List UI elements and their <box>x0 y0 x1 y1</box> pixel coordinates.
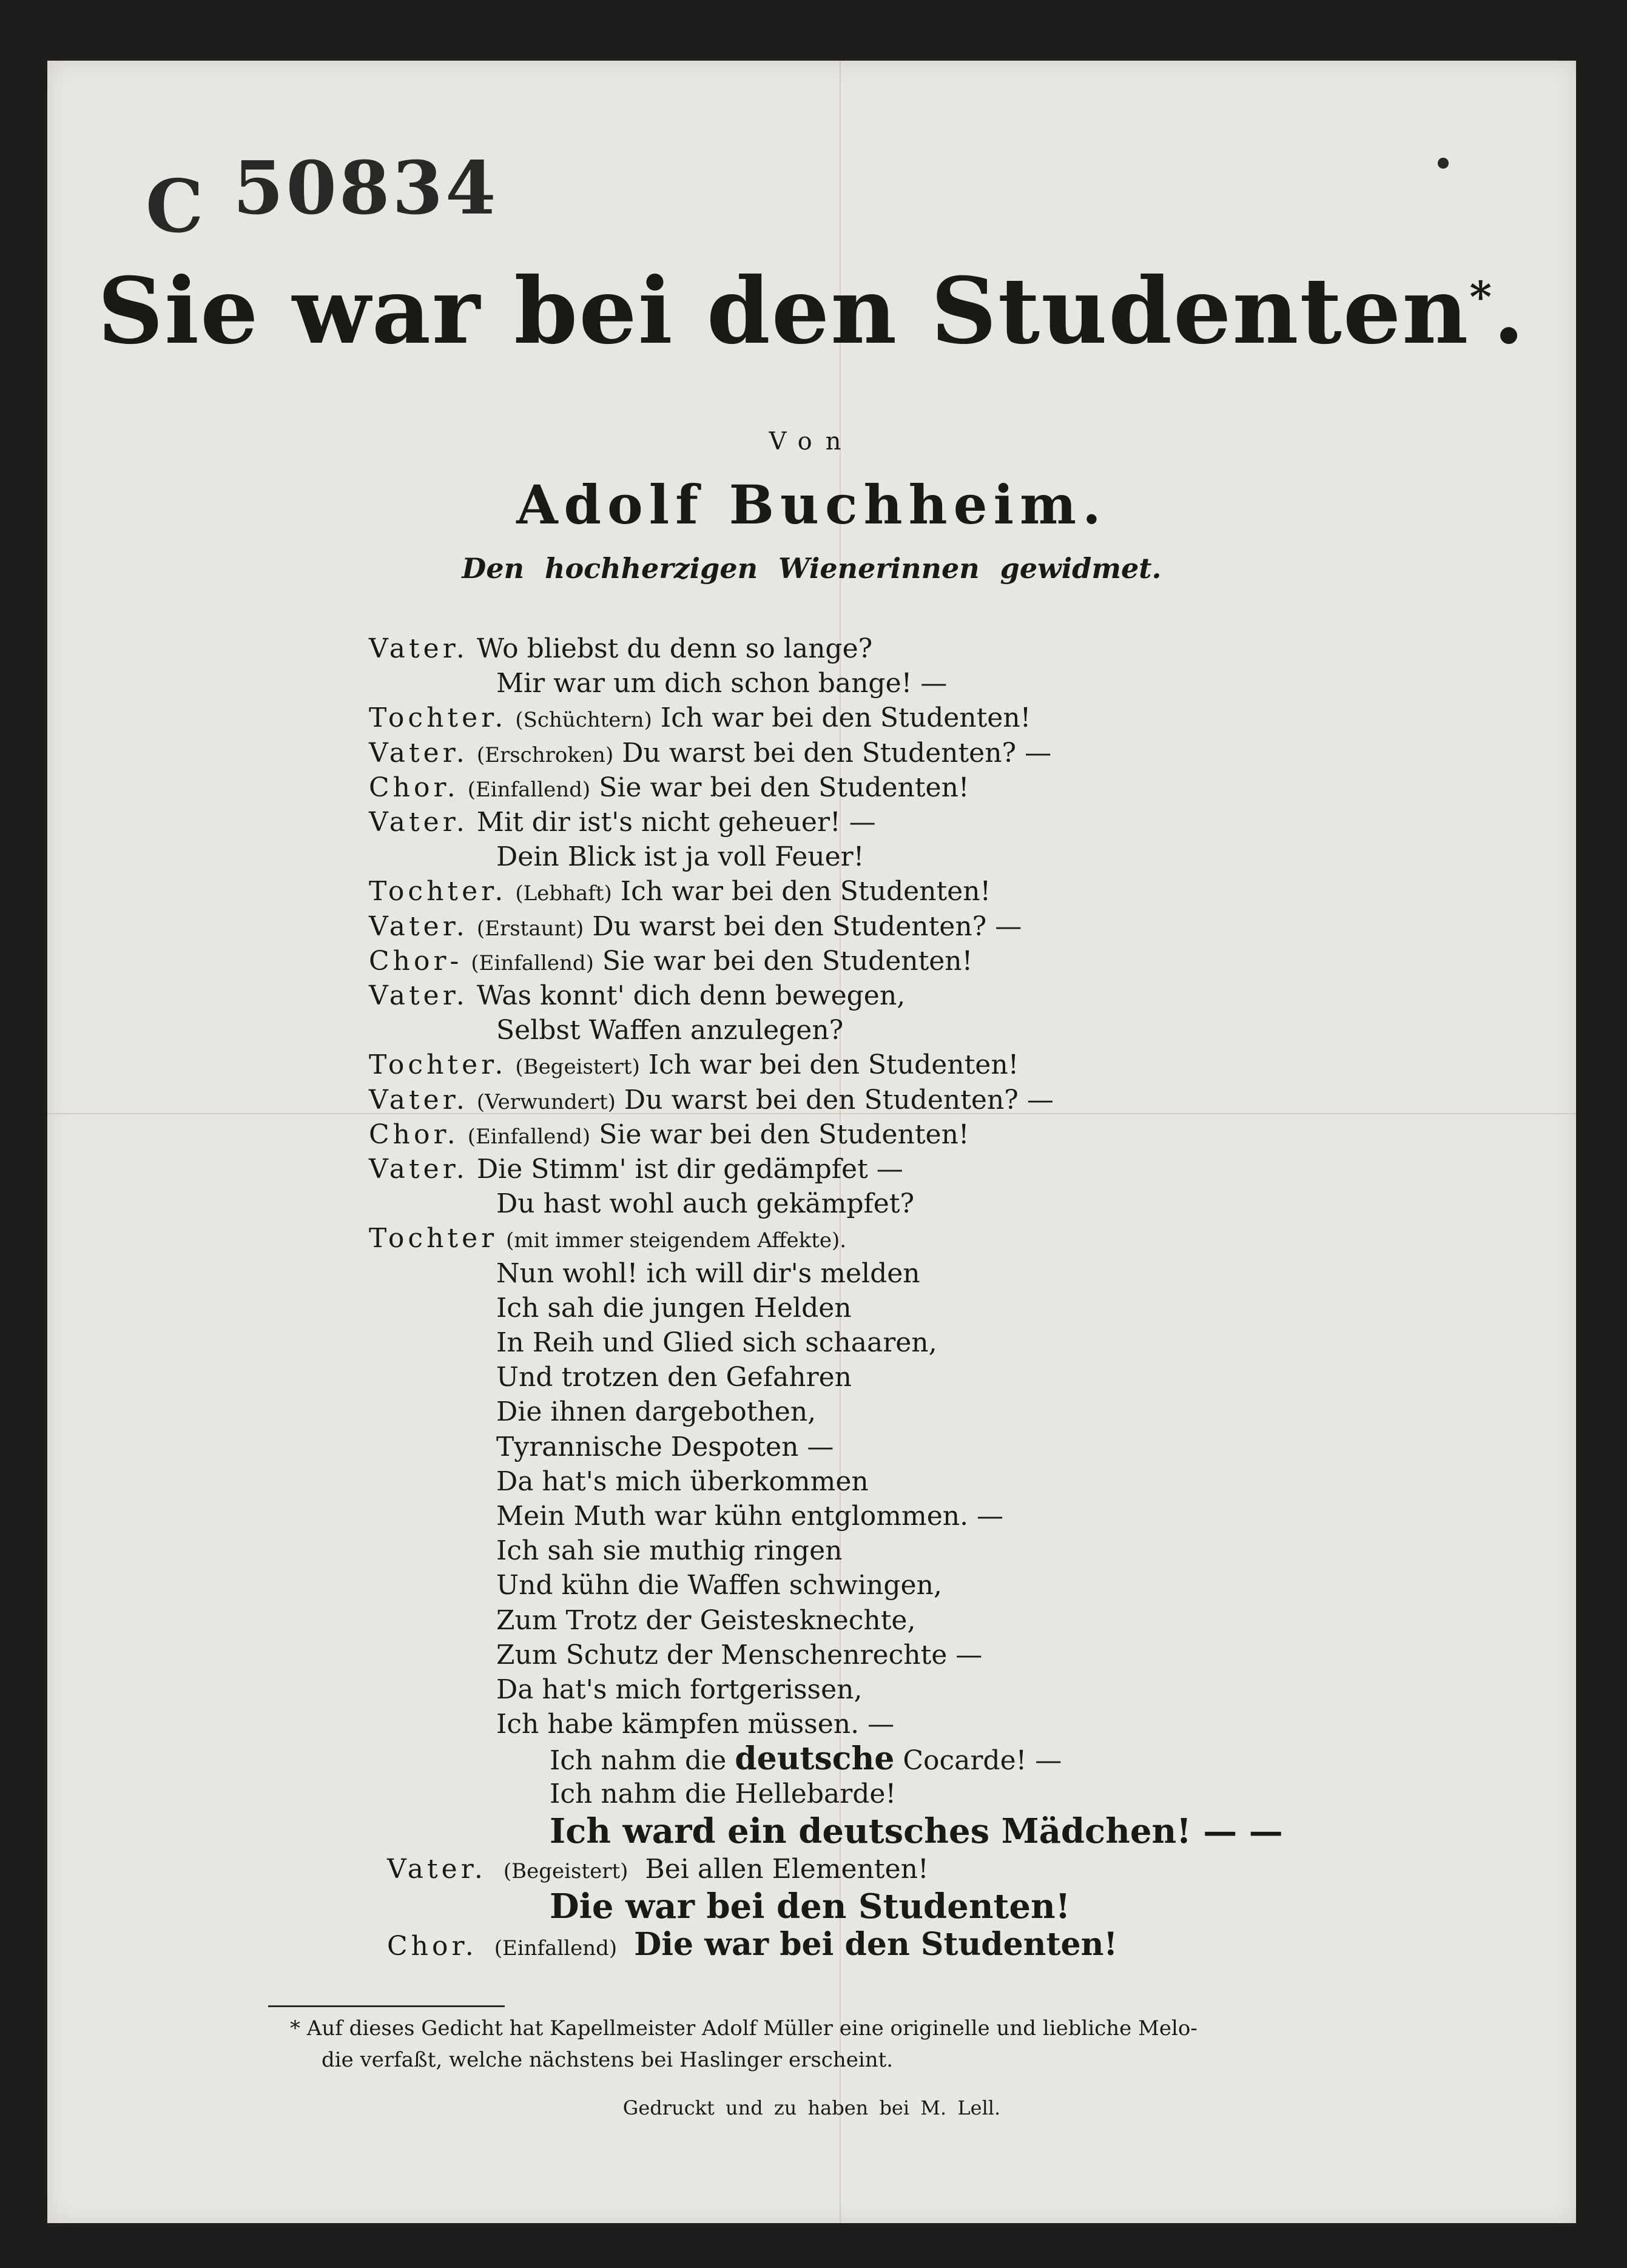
stage-direction: (Einfallend) <box>467 1124 591 1149</box>
poem-line <box>369 875 991 910</box>
speaker-label: Vater. <box>369 910 468 942</box>
verse-text: Und kühn die Waffen schwingen, <box>496 1570 942 1601</box>
poem-line <box>496 840 864 874</box>
poem-line <box>496 1708 894 1741</box>
poem-line <box>369 979 905 1013</box>
stage-direction: (Schüchtern) <box>515 708 652 733</box>
poem-line-hellebarde <box>550 1777 896 1811</box>
poem-line <box>369 806 876 840</box>
verse-text: Ich nahm die <box>550 1745 727 1777</box>
verse-text: Dein Blick ist ja voll Feuer! <box>496 841 864 873</box>
verse-text: Bei allen Elementen! <box>645 1854 929 1885</box>
poem-line <box>496 1291 852 1325</box>
title-end: . <box>1492 258 1526 365</box>
verse-text: Sie war bei den Studenten! <box>602 945 973 977</box>
poem <box>47 61 1576 2223</box>
byline: Von <box>769 428 855 456</box>
poem-line <box>496 1430 834 1464</box>
verse-text: Mit dir ist's nicht geheuer! — <box>476 807 876 838</box>
verse-text: Du warst bei den Studenten? — <box>622 737 1052 769</box>
poem-line-finale-vater <box>387 1852 929 1888</box>
verse-text: Da hat's mich fortgerissen, <box>496 1674 863 1705</box>
stage-direction: (Einfallend) <box>494 1936 618 1961</box>
verse-text: Ich war bei den Studenten! <box>620 876 991 907</box>
speaker-label: Chor- <box>369 945 463 977</box>
verse-text: Ich ward ein deutsches Mädchen! — — <box>550 1811 1283 1851</box>
verse-text: Ich habe kämpfen müssen. — <box>496 1709 895 1740</box>
speaker-label: Chor. <box>369 772 459 803</box>
speaker-label: Tochter <box>369 1223 498 1254</box>
speaker-label: Vater. <box>369 737 468 769</box>
verse-text: Nun wohl! ich will dir's melden <box>496 1257 920 1289</box>
poem-line <box>496 1569 942 1603</box>
title-footnote-mark: * <box>1469 272 1493 322</box>
verse-text: Sie war bei den Studenten! <box>599 1119 969 1150</box>
verse-text: Mir war um dich schon bange! — <box>496 668 948 699</box>
title-text: Sie war bei den Studenten <box>97 258 1470 365</box>
poem-line <box>496 1361 852 1395</box>
stage-direction: (mit immer steigendem Affekte). <box>506 1228 847 1253</box>
footnote <box>290 2013 1321 2076</box>
poem-line <box>369 944 972 980</box>
stage-direction: (Begeistert) <box>503 1859 628 1883</box>
speaker-label: Tochter. <box>369 1049 507 1081</box>
stage-direction: (Verwundert) <box>476 1089 616 1114</box>
verse-text: Die ihnen dargebothen, <box>496 1396 817 1428</box>
speaker-label: Chor. <box>369 1119 459 1150</box>
verse-text: Zum Trotz der Geistesknechte, <box>496 1604 916 1636</box>
poem-line-maedchen <box>550 1811 1283 1851</box>
verse-emphasis: deutsche <box>735 1740 895 1778</box>
poem-line <box>369 701 1031 737</box>
verse-text: Selbst Waffen anzulegen? <box>496 1015 844 1046</box>
printer-imprint: Gedruckt und zu haben bei M. Lell. <box>622 2096 1001 2119</box>
poem-line <box>369 1222 855 1257</box>
verse-text: Ich war bei den Studenten! <box>660 702 1031 734</box>
verse-text: Du warst bei den Studenten? — <box>592 910 1022 942</box>
speaker-label: Vater. <box>369 807 468 838</box>
verse-text: Tyrannische Despoten — <box>496 1431 834 1462</box>
verse-emphasis: Die war bei den Studenten! <box>634 1926 1118 1963</box>
verse-text: Ich sah sie muthig ringen <box>496 1535 843 1567</box>
verse-text: Cocarde! — <box>903 1745 1062 1777</box>
verse-text: Sie war bei den Studenten! <box>599 772 969 803</box>
poem-line <box>369 910 1022 946</box>
stage-direction: (Einfallend) <box>467 777 591 802</box>
verse-text: Mein Muth war kühn entglommen. — <box>496 1501 1004 1532</box>
stage-direction: (Erstaunt) <box>476 916 584 941</box>
speaker-label: Tochter. <box>369 702 507 734</box>
poem-line <box>496 1604 915 1638</box>
poem-line <box>369 771 969 807</box>
poem-line-cocarde <box>550 1742 1062 1778</box>
stage-direction: (Lebhaft) <box>515 881 612 906</box>
verse-text: Ich war bei den Studenten! <box>648 1049 1019 1081</box>
verse-text: Zum Schutz der Menschenrechte — <box>496 1639 983 1671</box>
speaker-label: Tochter. <box>369 876 507 907</box>
verse-text: In Reih und Glied sich schaaren, <box>496 1327 937 1358</box>
verse-text: Ich nahm die Hellebarde! <box>550 1778 897 1809</box>
poem-line <box>496 1465 869 1499</box>
author-name: Adolf Buchheim. <box>516 473 1107 536</box>
poem-line <box>496 1014 843 1048</box>
poem-line <box>496 1257 920 1291</box>
paper-sheet <box>47 61 1576 2223</box>
poem-line <box>369 1153 903 1186</box>
archive-stamp-letter: C <box>146 164 204 249</box>
poem-line <box>496 1326 937 1360</box>
speaker-label: Vater. <box>369 1084 468 1115</box>
speaker-label: Vater. <box>369 633 468 664</box>
stage-direction: (Einfallend) <box>471 951 594 975</box>
poem-line <box>369 1048 1019 1084</box>
verse-text: Du warst bei den Studenten? — <box>624 1084 1054 1115</box>
poem-line <box>369 736 1051 772</box>
verse-text: Die Stimm' ist dir gedämpfet — <box>476 1154 903 1185</box>
poem-line <box>496 1187 914 1221</box>
speaker-label: Chor. <box>387 1931 477 1962</box>
poem-line <box>496 1638 982 1672</box>
stage-direction: (Erschroken) <box>476 742 614 767</box>
speaker-label: Vater. <box>369 980 468 1011</box>
verse-text: Und trotzen den Gefahren <box>496 1362 852 1393</box>
speaker-label: Vater. <box>387 1854 487 1885</box>
verse-text: Was konnt' dich denn bewegen, <box>476 980 906 1011</box>
poem-line-finale-chor <box>387 1928 1117 1965</box>
footnote-line-1: * Auf dieses Gedicht hat Kapellmeister Adolf Müller eine originelle und liebliche Melo- <box>290 2016 1198 2041</box>
verse-text: Wo bliebst du denn so lange? <box>476 633 873 664</box>
poem-line <box>496 1499 1003 1533</box>
stage-direction: (Begeistert) <box>515 1055 640 1080</box>
poem-line <box>369 1118 969 1154</box>
verse-text: Da hat's mich überkommen <box>496 1465 869 1497</box>
poem-line <box>369 1083 1054 1119</box>
poem-line <box>496 667 947 701</box>
footnote-rule <box>268 2005 505 2007</box>
verse-text: Ich sah die jungen Helden <box>496 1292 852 1324</box>
archive-stamp-number: 50834 <box>233 146 499 231</box>
poem-line <box>369 632 872 666</box>
poem-line <box>496 1534 842 1568</box>
poem-line <box>496 1395 816 1429</box>
speaker-label: Vater. <box>369 1154 468 1185</box>
verse-text: Du hast wohl auch gekämpfet? <box>496 1188 915 1220</box>
footnote-line-2: die verfaßt, welche nächstens bei Haslinger erscheint. <box>322 2048 894 2072</box>
poem-line-refrain <box>550 1886 1071 1927</box>
dedication: Den hochherzigen Wienerinnen gewidmet. <box>462 552 1162 585</box>
poem-line <box>496 1673 863 1707</box>
verse-text: Die war bei den Studenten! <box>550 1886 1071 1927</box>
